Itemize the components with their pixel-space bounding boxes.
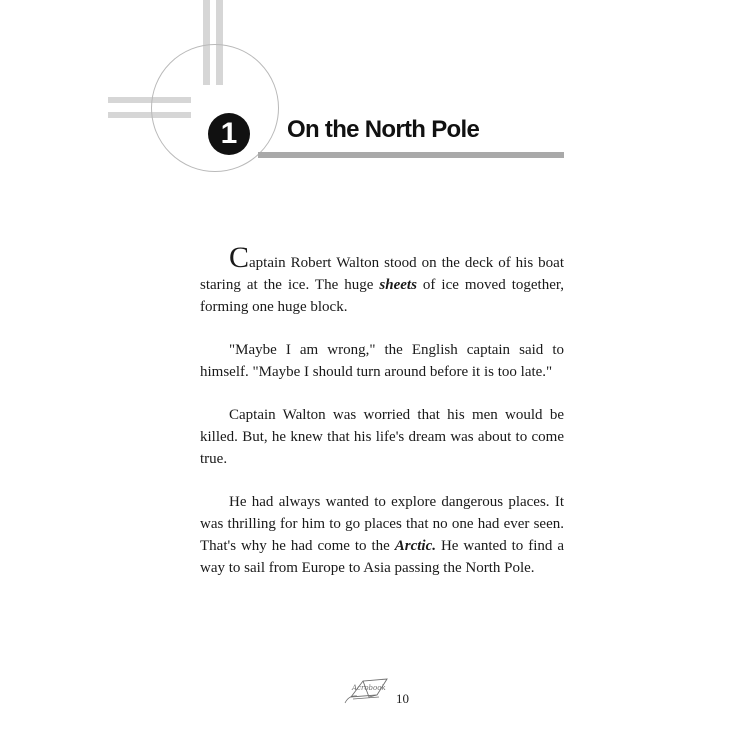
paragraph-text: "Maybe I am wrong," the English captain said to himself. "Maybe I should turn around before it is too late." bbox=[200, 342, 564, 380]
paragraph bbox=[200, 243, 564, 318]
paragraph-text: of ice moved together, forming one huge block. bbox=[200, 277, 564, 315]
emphasized-word: sheets bbox=[379, 277, 417, 293]
emphasized-word: Arctic. bbox=[394, 538, 436, 554]
paragraph-text: aptain Robert Walton stood on the deck of his boat staring at the ice. The huge bbox=[200, 255, 564, 293]
paragraph bbox=[200, 339, 564, 383]
paragraph bbox=[200, 491, 564, 579]
drop-cap: C bbox=[229, 241, 250, 274]
open-book-logo-icon bbox=[343, 673, 398, 707]
paragraph-text: He wanted to find a way to sail from Europe to Asia passing the North Pole. bbox=[200, 538, 565, 576]
page-number: 10 bbox=[396, 691, 409, 706]
chapter-number-badge: 1 bbox=[208, 113, 250, 155]
chapter-title-underline bbox=[258, 152, 564, 158]
paragraph bbox=[200, 404, 564, 470]
logo-text: Acrobook bbox=[352, 684, 386, 692]
paragraph-text: He had always wanted to explore dangerous places. It was thrilling for him to go places that no one had ever seen. That's why he had come to the bbox=[200, 494, 564, 554]
chapter-title: On the North Pole bbox=[287, 116, 480, 143]
paragraph-text: Captain Walton was worried that his men would be killed. But, he knew that his life's dream was about to come true. bbox=[200, 407, 564, 467]
chapter-body bbox=[200, 243, 564, 600]
